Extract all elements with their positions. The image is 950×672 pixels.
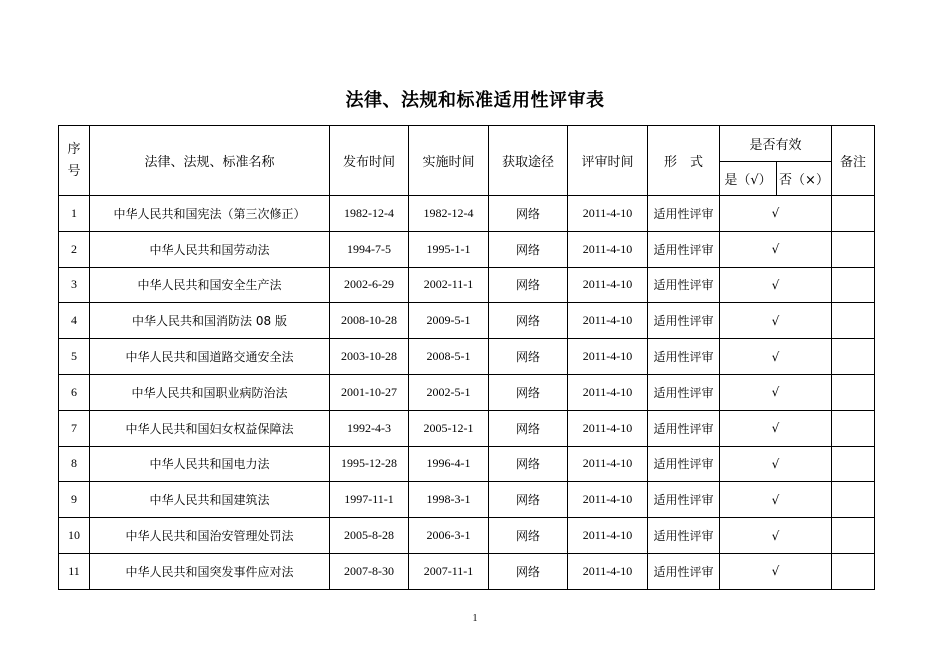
remark-cell [832, 267, 875, 303]
seq-cell: 8 [59, 446, 90, 482]
table-row [59, 267, 875, 303]
form-cell: 适用性评审 [648, 231, 720, 267]
review-date-cell: 2011-4-10 [568, 446, 648, 482]
seq-header-line1: 序 [67, 141, 81, 157]
effective-date-cell: 2009-5-1 [409, 303, 489, 339]
seq-header-line2: 号 [67, 163, 81, 179]
source-cell: 网络 [489, 231, 568, 267]
effective-date-cell: 1998-3-1 [409, 482, 489, 518]
form-cell: 适用性评审 [648, 518, 720, 554]
form-cell: 适用性评审 [648, 267, 720, 303]
publish-date-cell: 2003-10-28 [330, 339, 409, 375]
publish-date-header: 发布时间 [330, 126, 409, 196]
law-name-cell: 中华人民共和国建筑法 [90, 482, 330, 518]
publish-date-cell: 2007-8-30 [330, 553, 409, 589]
source-header: 获取途径 [489, 126, 568, 196]
effective-date-cell: 1982-12-4 [409, 196, 489, 232]
seq-cell: 7 [59, 410, 90, 446]
valid-cell: √ [720, 553, 832, 589]
publish-date-cell: 1994-7-5 [330, 231, 409, 267]
valid-cell: √ [720, 339, 832, 375]
valid-cell: √ [720, 374, 832, 410]
remark-cell [832, 446, 875, 482]
valid-cell: √ [720, 482, 832, 518]
remark-cell [832, 339, 875, 375]
table-row [59, 410, 875, 446]
effective-date-cell: 2002-11-1 [409, 267, 489, 303]
table-row [59, 196, 875, 232]
remark-cell [832, 231, 875, 267]
publish-date-cell: 1992-4-3 [330, 410, 409, 446]
form-cell: 适用性评审 [648, 553, 720, 589]
seq-cell: 5 [59, 339, 90, 375]
source-cell: 网络 [489, 374, 568, 410]
seq-header [59, 126, 90, 196]
effective-date-cell: 2005-12-1 [409, 410, 489, 446]
seq-cell: 4 [59, 303, 90, 339]
source-cell: 网络 [489, 303, 568, 339]
law-name-cell: 中华人民共和国道路交通安全法 [90, 339, 330, 375]
form-cell: 适用性评审 [648, 196, 720, 232]
form-cell: 适用性评审 [648, 446, 720, 482]
law-name-cell: 中华人民共和国治安管理处罚法 [90, 518, 330, 554]
review-date-cell: 2011-4-10 [568, 410, 648, 446]
remark-cell [832, 303, 875, 339]
publish-date-cell: 2008-10-28 [330, 303, 409, 339]
source-cell: 网络 [489, 196, 568, 232]
form-header: 形 式 [648, 126, 720, 196]
effective-date-cell: 1995-1-1 [409, 231, 489, 267]
publish-date-cell: 2005-8-28 [330, 518, 409, 554]
publish-date-cell: 2002-6-29 [330, 267, 409, 303]
effective-date-cell: 2006-3-1 [409, 518, 489, 554]
remark-header: 备注 [832, 126, 875, 196]
valid-cell: √ [720, 518, 832, 554]
source-cell: 网络 [489, 446, 568, 482]
publish-date-cell: 1995-12-28 [330, 446, 409, 482]
source-cell: 网络 [489, 410, 568, 446]
remark-cell [832, 196, 875, 232]
source-cell: 网络 [489, 482, 568, 518]
review-date-cell: 2011-4-10 [568, 374, 648, 410]
seq-cell: 2 [59, 231, 90, 267]
seq-cell: 6 [59, 374, 90, 410]
valid-cell: √ [720, 231, 832, 267]
review-date-header: 评审时间 [568, 126, 648, 196]
source-cell: 网络 [489, 518, 568, 554]
table-row [59, 482, 875, 518]
valid-cell: √ [720, 303, 832, 339]
table-row [59, 303, 875, 339]
effective-date-cell: 2008-5-1 [409, 339, 489, 375]
table-row [59, 231, 875, 267]
valid-header: 是否有效 [720, 126, 832, 162]
review-date-cell: 2011-4-10 [568, 482, 648, 518]
valid-cell: √ [720, 410, 832, 446]
valid-cell: √ [720, 446, 832, 482]
effective-date-header: 实施时间 [409, 126, 489, 196]
law-name-cell: 中华人民共和国劳动法 [90, 231, 330, 267]
page-number: 1 [472, 613, 478, 624]
source-cell: 网络 [489, 267, 568, 303]
form-cell: 适用性评审 [648, 374, 720, 410]
header-row-1 [59, 126, 875, 162]
remark-cell [832, 482, 875, 518]
table-row [59, 553, 875, 589]
review-table [58, 125, 875, 590]
seq-cell: 11 [59, 553, 90, 589]
law-name-cell: 中华人民共和国消防法 08 版 [90, 303, 330, 339]
review-date-cell: 2011-4-10 [568, 196, 648, 232]
valid-yes-header: 是（√） [720, 162, 777, 196]
table-row [59, 518, 875, 554]
source-cell: 网络 [489, 553, 568, 589]
effective-date-cell: 1996-4-1 [409, 446, 489, 482]
publish-date-cell: 1982-12-4 [330, 196, 409, 232]
remark-cell [832, 518, 875, 554]
seq-cell: 1 [59, 196, 90, 232]
review-date-cell: 2011-4-10 [568, 518, 648, 554]
review-date-cell: 2011-4-10 [568, 303, 648, 339]
source-cell: 网络 [489, 339, 568, 375]
document-title: 法律、法规和标准适用性评审表 [345, 90, 605, 111]
publish-date-cell: 2001-10-27 [330, 374, 409, 410]
valid-cell: √ [720, 267, 832, 303]
table-row [59, 339, 875, 375]
remark-cell [832, 410, 875, 446]
valid-no-header: 否（×） [777, 162, 832, 196]
name-header: 法律、法规、标准名称 [90, 126, 330, 196]
law-name-cell: 中华人民共和国宪法（第三次修正） [90, 196, 330, 232]
review-date-cell: 2011-4-10 [568, 267, 648, 303]
seq-cell: 9 [59, 482, 90, 518]
form-cell: 适用性评审 [648, 410, 720, 446]
publish-date-cell: 1997-11-1 [330, 482, 409, 518]
seq-cell: 10 [59, 518, 90, 554]
review-date-cell: 2011-4-10 [568, 231, 648, 267]
remark-cell [832, 553, 875, 589]
seq-cell: 3 [59, 267, 90, 303]
review-date-cell: 2011-4-10 [568, 339, 648, 375]
form-cell: 适用性评审 [648, 482, 720, 518]
effective-date-cell: 2007-11-1 [409, 553, 489, 589]
valid-cell: √ [720, 196, 832, 232]
effective-date-cell: 2002-5-1 [409, 374, 489, 410]
form-cell: 适用性评审 [648, 303, 720, 339]
form-cell: 适用性评审 [648, 339, 720, 375]
law-name-cell: 中华人民共和国电力法 [90, 446, 330, 482]
law-name-cell: 中华人民共和国安全生产法 [90, 267, 330, 303]
law-name-cell: 中华人民共和国妇女权益保障法 [90, 410, 330, 446]
table-body [59, 196, 875, 590]
remark-cell [832, 374, 875, 410]
review-date-cell: 2011-4-10 [568, 553, 648, 589]
table-row [59, 374, 875, 410]
law-name-cell: 中华人民共和国职业病防治法 [90, 374, 330, 410]
law-name-cell: 中华人民共和国突发事件应对法 [90, 553, 330, 589]
table-row [59, 446, 875, 482]
